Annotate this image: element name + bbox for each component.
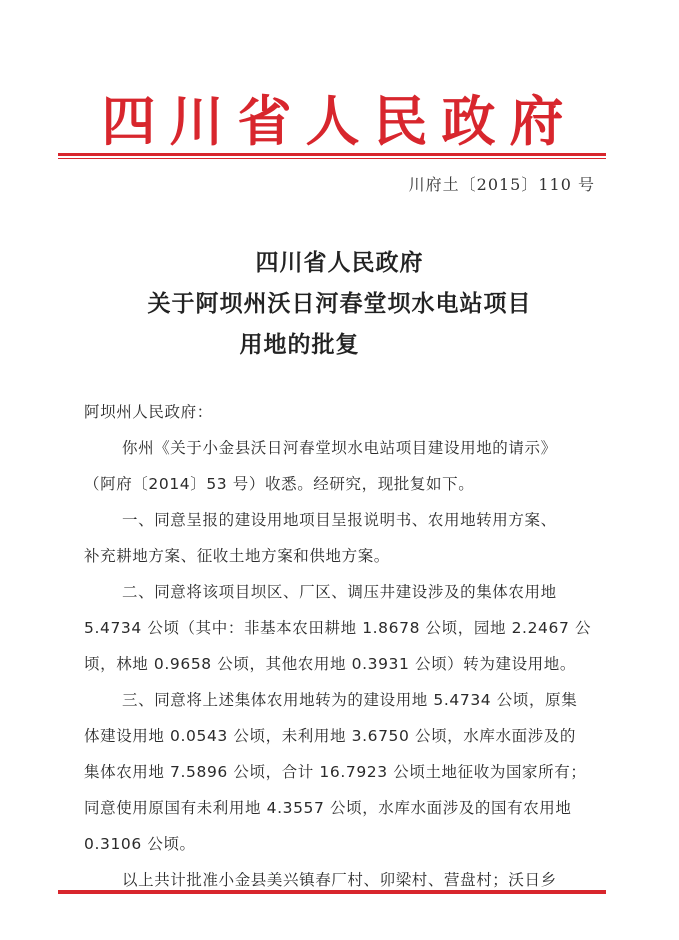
footer-divider	[58, 888, 606, 894]
body-line: 0.3106 公顷。	[84, 835, 196, 853]
body-line: 你州《关于小金县沃日河春堂坝水电站项目建设用地的请示》	[122, 439, 557, 457]
body-line: 三、同意将上述集体农用地转为的建设用地 5.4734 公顷，原集	[122, 691, 578, 709]
body-line: （阿府〔2014〕53 号）收悉。经研究，现批复如下。	[84, 475, 475, 493]
body-line: 同意使用原国有未利用地 4.3557 公顷，水库水面涉及的国有农用地	[84, 799, 572, 817]
salutation: 阿坝州人民政府：	[84, 403, 213, 421]
body-line: 一、同意呈报的建设用地项目呈报说明书、农用地转用方案、	[122, 511, 557, 529]
body-line: 补充耕地方案、征收土地方案和供地方案。	[84, 547, 390, 565]
body-line: 5.4734 公顷（其中：非基本农田耕地 1.8678 公顷，园地 2.2467 公	[84, 619, 592, 637]
body-line: 以上共计批准小金县美兴镇春厂村、卯梁村、营盘村；沃日乡	[122, 871, 557, 889]
issuer-masthead: 四川省人民政府	[101, 89, 578, 153]
document-number: 川府土〔2015〕110 号	[408, 175, 595, 194]
title-line-1: 四川省人民政府	[255, 249, 424, 276]
title-line-3: 用地的批复	[239, 331, 360, 358]
body-line: 体建设用地 0.0543 公顷，未利用地 3.6750 公顷，水库水面涉及的	[84, 727, 576, 745]
title-line-2: 关于阿坝州沃日河春堂坝水电站项目	[147, 290, 532, 317]
body-line: 集体农用地 7.5896 公顷，合计 16.7923 公顷土地征收为国家所有；	[84, 763, 587, 781]
body-line: 顷，林地 0.9658 公顷，其他农用地 0.3931 公顷）转为建设用地。	[84, 655, 576, 673]
body-line: 二、同意将该项目坝区、厂区、调压井建设涉及的集体农用地	[122, 583, 557, 601]
header-divider	[58, 153, 606, 159]
